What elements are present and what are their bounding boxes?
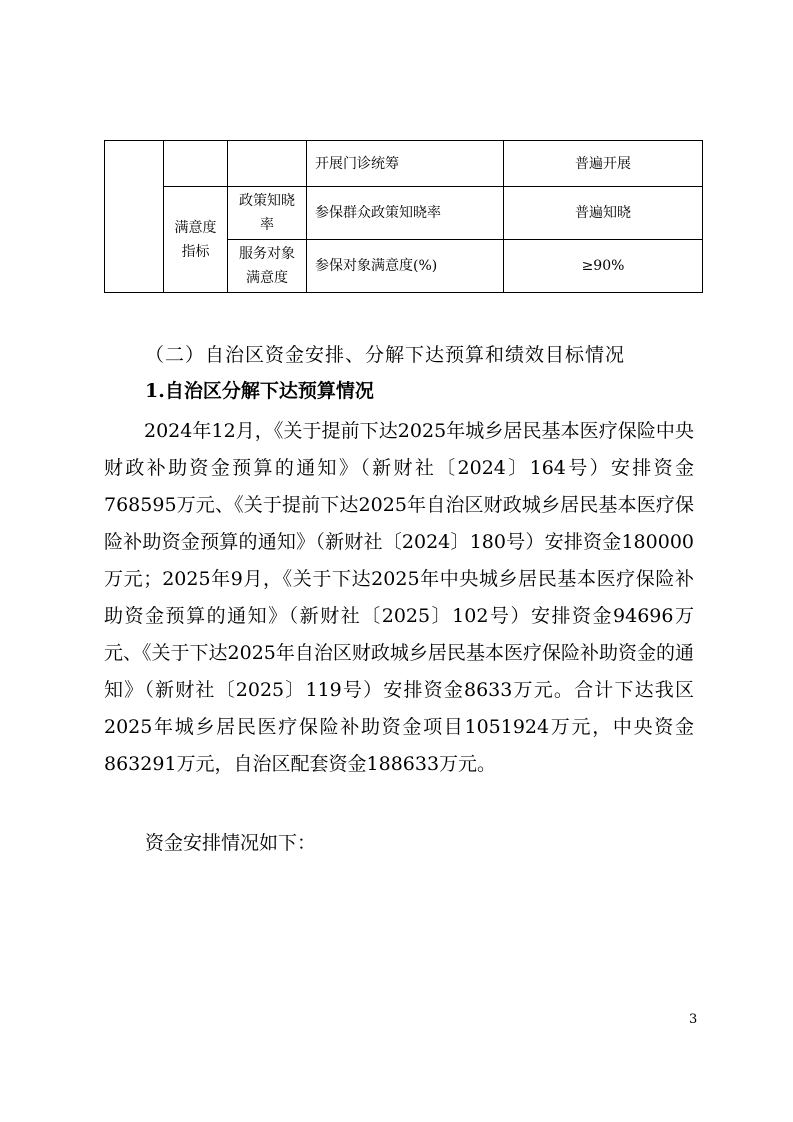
category-line: 指标 bbox=[181, 243, 210, 260]
table-cell-category bbox=[164, 187, 228, 293]
body-paragraph: 2024年12月，《关于提前下达2025年城乡居民基本医疗保险中央财政补助资金预算的通知》（新财社〔2024〕164号）安排资金768595万元、《关于提前下达2025年自治区财政城乡居民基本医疗保险补助资金预算的通知》（新财社〔2024〕180号）安排资金180000万元；2025年9月，《关于下达2025年中央城乡居民基本医疗保险补助资金预算的通知》（新财社〔2025〕102号）安排资金94696万元、《关于下达2025年自治区财政城乡居民基本医疗保险补助资金的通知》（新财社〔2025〕119号）安排资金8633万元。合计下达我区2025年城乡居民医疗保险补助资金项目1051924万元，中央资金863291万元，自治区配套资金188633万元。 bbox=[104, 420, 694, 775]
table-empty-cell bbox=[164, 141, 228, 187]
sub-indicator-line: 率 bbox=[260, 217, 274, 233]
table-cell-indicator: 开展门诊统筹 bbox=[307, 141, 504, 187]
sub-indicator-line: 满意度 bbox=[246, 270, 288, 286]
table-empty-cell bbox=[105, 141, 164, 293]
table-cell-target: 普遍开展 bbox=[504, 141, 703, 187]
table-cell-indicator: 参保群众政策知晓率 bbox=[307, 187, 504, 240]
table-empty-cell bbox=[228, 141, 307, 187]
lead-text: 资金安排情况如下： bbox=[145, 832, 317, 854]
category-line: 满意度 bbox=[174, 219, 217, 236]
table-cell-sub-indicator bbox=[228, 240, 307, 293]
table-cell-target: 普遍知晓 bbox=[504, 187, 703, 240]
sub-heading: 1.自治区分解下达预算情况 bbox=[145, 380, 374, 402]
performance-target-table bbox=[104, 140, 703, 293]
section-heading: （二）自治区资金安排、分解下达预算和绩效目标情况 bbox=[145, 344, 626, 366]
table-cell-sub-indicator bbox=[228, 187, 307, 240]
sub-indicator-line: 服务对象 bbox=[239, 246, 295, 262]
page-number: 3 bbox=[689, 1012, 698, 1027]
table-cell-target: ≥90% bbox=[504, 240, 703, 293]
table-cell-indicator: 参保对象满意度(%) bbox=[307, 240, 504, 293]
sub-indicator-line: 政策知晓 bbox=[239, 193, 295, 209]
